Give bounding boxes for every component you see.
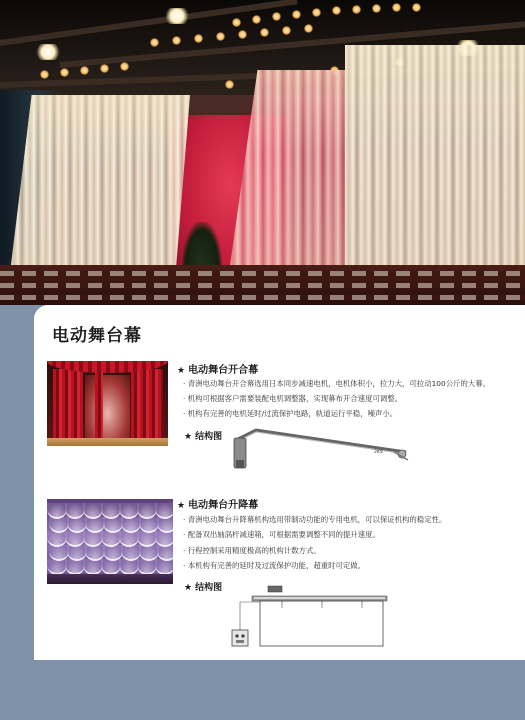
curtain-drape: [53, 369, 83, 439]
stage-base: [47, 574, 173, 584]
spotlight-icon: [392, 3, 401, 12]
section-heading-text: 电动舞台开合幕: [188, 365, 259, 376]
spotlight-icon: [36, 44, 60, 60]
bullet-item: · 青洲电动舞台开合幕选用日本同步减速电机，电机体积小，拉力大，可拉动100公斤的大幕。: [183, 379, 491, 388]
star-icon: ★: [177, 366, 186, 376]
seat-row: [0, 295, 525, 300]
stage-floor: [47, 438, 168, 446]
spotlight-icon: [332, 6, 341, 15]
spotlight-icon: [292, 10, 301, 19]
star-icon: ★: [184, 432, 193, 442]
bullet-item: · 机构有完善的电机延时/过流保护电路，轨道运行平稳，噪声小。: [183, 409, 398, 418]
spotlight-icon: [80, 66, 89, 75]
spotlight-icon: [312, 8, 321, 17]
control-switch-icon: [236, 640, 244, 643]
spotlight-icon: [412, 3, 421, 12]
lift-beam-highlight: [254, 597, 385, 599]
curtain-swag: [65, 559, 85, 575]
bullet-item: · 行程控制采用精度极高的机构计数方式。: [183, 546, 321, 555]
curtain-swag: [101, 559, 121, 575]
red-curtain-photo: [47, 361, 168, 446]
spotlight-icon: [304, 24, 313, 33]
spotlight-icon: [238, 30, 247, 39]
track-label: 2KS: [374, 450, 383, 455]
seat-row: [0, 271, 525, 276]
sheer-curtain-left: [10, 95, 190, 273]
bullet-item: · 机构可根据客户需要装配电机调整器，实现幕布开合速度可调整。: [183, 394, 403, 403]
control-box-icon: [232, 630, 248, 646]
spotlight-icon: [352, 5, 361, 14]
sheer-curtain-right: [345, 45, 525, 285]
seat-row: [0, 283, 525, 288]
curtain-drape: [95, 369, 103, 439]
bullet-item: · 配备双出轴涡杆减速箱，可根据需要调整不同的提升速度。: [183, 530, 380, 539]
curtain-track-diagram: [226, 420, 411, 472]
control-button-icon: [241, 634, 244, 637]
stage-light: [85, 375, 130, 439]
motor-base: [236, 460, 244, 468]
spotlight-icon: [100, 64, 109, 73]
spotlight-icon: [216, 32, 225, 41]
curtain-swag: [155, 559, 173, 575]
bullet-item: · 青洲电动舞台升降幕机构选用带制动功能的专用电机，可以保证机构的稳定性。: [183, 515, 447, 524]
hero-stage-image: [0, 0, 525, 305]
spotlight-icon: [150, 38, 159, 47]
curtain-drape: [131, 369, 163, 439]
diagram-label: [184, 580, 222, 593]
lift-mechanism-diagram: [232, 586, 392, 648]
spotlight-icon: [60, 68, 69, 77]
sheer-curtain-center: [228, 70, 346, 280]
spotlight-icon: [282, 26, 291, 35]
curtain-swag: [83, 559, 103, 575]
spotlight-icon: [232, 18, 241, 27]
spotlight-icon: [165, 8, 189, 24]
spotlight-icon: [372, 4, 381, 13]
diagram-label: [184, 429, 222, 442]
star-icon: ★: [184, 583, 193, 593]
diagram-label-text: 结构图: [195, 583, 223, 593]
curtain-swag: [119, 559, 139, 575]
control-button-icon: [235, 634, 238, 637]
spotlight-icon: [252, 15, 261, 24]
bullet-item: · 本机构有完善的延时及过流保护功能，超重时可定做。: [183, 561, 366, 570]
section-heading-lift: [177, 496, 258, 511]
spotlight-icon: [225, 80, 234, 89]
theater-seats: [0, 265, 525, 305]
austrian-curtain-photo: [47, 499, 173, 584]
section-heading-text: 电动舞台升降幕: [188, 500, 259, 511]
spotlight-icon: [272, 12, 281, 21]
motor-icon: [268, 586, 282, 592]
diagram-label-text: 结构图: [195, 432, 223, 442]
spotlight-icon: [260, 28, 269, 37]
spotlight-icon: [172, 36, 181, 45]
section-heading-open: [177, 361, 258, 376]
curtain-swag: [47, 559, 67, 575]
curtain-swag: [137, 559, 157, 575]
curtain-frame: [260, 601, 383, 646]
star-icon: ★: [177, 501, 186, 511]
spotlight-icon: [120, 62, 129, 71]
page-title: 电动舞台幕: [52, 326, 142, 346]
spotlight-icon: [40, 70, 49, 79]
spotlight-icon: [194, 34, 203, 43]
